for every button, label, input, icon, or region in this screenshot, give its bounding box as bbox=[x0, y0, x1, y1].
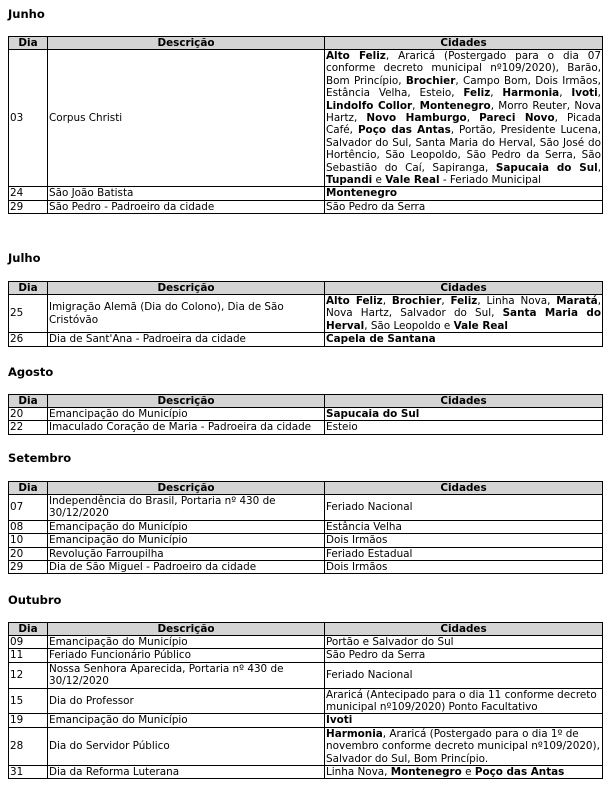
city-name-bold: Alto Feliz bbox=[326, 50, 386, 62]
column-header-day: Dia bbox=[9, 395, 48, 408]
table-row bbox=[9, 547, 603, 560]
column-header-description: Descrição bbox=[48, 282, 325, 295]
city-text: Dois Irmãos bbox=[326, 534, 388, 547]
cities-cell bbox=[325, 295, 603, 333]
city-name-bold: Poço das Antas bbox=[357, 124, 451, 137]
city-text: e bbox=[461, 766, 475, 779]
city-name-bold: Vale Real bbox=[385, 174, 440, 187]
city-text: , Picada Café, bbox=[326, 112, 602, 137]
city-text: , bbox=[597, 87, 601, 100]
city-text: São Pedro da Serra bbox=[326, 649, 426, 662]
description-cell: Nossa Senhora Aparecida, Portaria nº 430 de 30/12/2020 bbox=[48, 662, 325, 688]
table-row bbox=[9, 662, 603, 688]
day-cell: 20 bbox=[9, 547, 48, 560]
description-cell: Emancipação do Município bbox=[48, 408, 325, 421]
city-text: , bbox=[382, 295, 392, 307]
column-header-cities: Cidades bbox=[325, 282, 603, 295]
city-name-bold: Brochier bbox=[405, 74, 456, 87]
city-text: , São Leopoldo e bbox=[364, 319, 454, 332]
cities-cell bbox=[325, 688, 603, 714]
description-cell: Revolução Farroupilha bbox=[48, 547, 325, 560]
description-cell: São João Batista bbox=[48, 187, 325, 200]
holiday-table bbox=[8, 622, 603, 779]
column-header-day: Dia bbox=[9, 623, 48, 636]
city-name-bold: Tupandi bbox=[326, 174, 373, 187]
city-text: , bbox=[490, 87, 503, 100]
table-row bbox=[9, 50, 603, 187]
table-row bbox=[9, 187, 603, 200]
cities-cell bbox=[325, 200, 603, 213]
city-text: São Pedro da Serra bbox=[326, 200, 426, 213]
month-heading: Julho bbox=[8, 251, 41, 265]
column-header-description: Descrição bbox=[48, 482, 325, 495]
city-text: , bbox=[597, 161, 601, 174]
table-row bbox=[9, 295, 603, 333]
column-header-day: Dia bbox=[9, 37, 48, 50]
city-name-bold: Ivoti bbox=[571, 87, 598, 100]
city-name-bold: Sapucaia do Sul bbox=[495, 161, 598, 174]
description-cell: Emancipação do Município bbox=[48, 520, 325, 533]
holiday-table bbox=[8, 36, 603, 214]
city-text: , Araricá (Postergado para o dia 07 conforme decreto municipal nº109/2020), Barão, Bom Princípio, bbox=[326, 50, 601, 87]
table-row bbox=[9, 534, 603, 547]
city-name-bold: Poço das Antas bbox=[474, 766, 565, 779]
city-text: Portão e Salvador do Sul bbox=[326, 636, 454, 648]
day-cell: 03 bbox=[9, 50, 48, 187]
cities-cell bbox=[325, 421, 603, 434]
city-text: Esteio bbox=[326, 421, 358, 434]
city-text: , Linha Nova, bbox=[477, 295, 557, 307]
day-cell: 22 bbox=[9, 421, 48, 434]
city-name-bold: Maratá bbox=[556, 295, 598, 307]
description-cell: Corpus Christi bbox=[48, 50, 325, 187]
city-text: Araricá (Antecipado para o dia 11 conforme decreto municipal nº109/2020) Ponto Facultativo bbox=[326, 688, 597, 714]
table-row bbox=[9, 688, 603, 714]
city-text: Dois Irmãos bbox=[326, 561, 388, 574]
city-name-bold: Sapucaia do Sul bbox=[326, 408, 420, 420]
table-row bbox=[9, 333, 603, 346]
city-name-bold: Feliz bbox=[463, 87, 491, 100]
day-cell: 24 bbox=[9, 187, 48, 200]
city-text: Estância Velha bbox=[326, 520, 402, 533]
description-cell: Dia do Servidor Público bbox=[48, 727, 325, 765]
city-text: Linha Nova, bbox=[326, 766, 391, 779]
city-name-bold: Feliz bbox=[450, 295, 478, 307]
cities-cell bbox=[325, 408, 603, 421]
cities-cell bbox=[325, 520, 603, 533]
day-cell: 12 bbox=[9, 662, 48, 688]
day-cell: 25 bbox=[9, 295, 48, 333]
holiday-table bbox=[8, 394, 603, 435]
city-name-bold: Vale Real bbox=[453, 319, 508, 332]
city-text: , bbox=[559, 87, 572, 100]
description-cell: Emancipação do Município bbox=[48, 714, 325, 727]
description-cell: Dia de Sant'Ana - Padroeira da cidade bbox=[48, 333, 325, 346]
column-header-day: Dia bbox=[9, 282, 48, 295]
day-cell: 07 bbox=[9, 495, 48, 521]
column-header-description: Descrição bbox=[48, 37, 325, 50]
description-cell: Emancipação do Município bbox=[48, 534, 325, 547]
column-header-cities: Cidades bbox=[325, 395, 603, 408]
city-text: Feriado Estadual bbox=[326, 547, 413, 560]
city-name-bold: Alto Feliz bbox=[326, 295, 383, 307]
city-text: , Nova Hartz, Salvador do Sul, bbox=[326, 295, 601, 320]
table-row bbox=[9, 636, 603, 649]
table-row bbox=[9, 495, 603, 521]
description-cell: São Pedro - Padroeiro da cidade bbox=[48, 200, 325, 213]
city-text: , bbox=[466, 112, 480, 125]
table-row bbox=[9, 727, 603, 765]
cities-cell bbox=[325, 561, 603, 574]
cities-cell bbox=[325, 333, 603, 346]
city-name-bold: Ivoti bbox=[326, 714, 353, 727]
table-row bbox=[9, 649, 603, 662]
city-name-bold: Capela de Santana bbox=[326, 333, 436, 346]
day-cell: 29 bbox=[9, 200, 48, 213]
description-cell: Imaculado Coração de Maria - Padroeira da cidade bbox=[48, 421, 325, 434]
day-cell: 20 bbox=[9, 408, 48, 421]
city-name-bold: Harmonia bbox=[326, 727, 383, 740]
city-name-bold: Santa Maria do Herval bbox=[326, 307, 601, 332]
cities-cell bbox=[325, 649, 603, 662]
cities-cell bbox=[325, 766, 603, 779]
city-text: Feriado Nacional bbox=[326, 501, 413, 514]
city-name-bold: Montenegro bbox=[390, 766, 462, 779]
cities-cell bbox=[325, 50, 603, 187]
day-cell: 11 bbox=[9, 649, 48, 662]
table-row bbox=[9, 408, 603, 421]
column-header-cities: Cidades bbox=[325, 37, 603, 50]
city-text: - Feriado Municipal bbox=[439, 174, 541, 187]
description-cell: Dia de São Miguel - Padroeiro da cidade bbox=[48, 561, 325, 574]
day-cell: 08 bbox=[9, 520, 48, 533]
holiday-table bbox=[8, 281, 603, 347]
cities-cell bbox=[325, 495, 603, 521]
description-cell: Independência do Brasil, Portaria nº 430 de 30/12/2020 bbox=[48, 495, 325, 521]
city-text: , bbox=[441, 295, 451, 307]
table-row bbox=[9, 561, 603, 574]
holiday-table bbox=[8, 481, 603, 574]
day-cell: 31 bbox=[9, 766, 48, 779]
day-cell: 28 bbox=[9, 727, 48, 765]
description-cell: Dia da Reforma Luterana bbox=[48, 766, 325, 779]
city-name-bold: Pareci Novo bbox=[479, 112, 555, 125]
day-cell: 26 bbox=[9, 333, 48, 346]
cities-cell bbox=[325, 714, 603, 727]
cities-cell bbox=[325, 547, 603, 560]
city-text: , Campo Bom, Dois Irmãos, Estância Velha, Esteio, bbox=[326, 74, 601, 100]
day-cell: 19 bbox=[9, 714, 48, 727]
city-text: , Araricá (Postergado para o dia 1º de novembro conforme decreto municipal nº109/2020), Salvador do Sul, Bom Princípio. bbox=[326, 727, 600, 765]
description-cell: Dia do Professor bbox=[48, 688, 325, 714]
column-header-cities: Cidades bbox=[325, 623, 603, 636]
city-text: , bbox=[412, 99, 420, 112]
cities-cell bbox=[325, 187, 603, 200]
city-name-bold: Novo Hamburgo bbox=[366, 112, 467, 125]
city-text: Feriado Nacional bbox=[326, 669, 413, 682]
month-heading: Setembro bbox=[8, 451, 72, 465]
description-cell: Emancipação do Município bbox=[48, 636, 325, 649]
column-header-description: Descrição bbox=[48, 395, 325, 408]
day-cell: 09 bbox=[9, 636, 48, 649]
city-text: e bbox=[372, 174, 386, 187]
column-header-cities: Cidades bbox=[325, 482, 603, 495]
day-cell: 29 bbox=[9, 561, 48, 574]
day-cell: 10 bbox=[9, 534, 48, 547]
month-heading: Agosto bbox=[8, 365, 54, 379]
table-row bbox=[9, 520, 603, 533]
table-row bbox=[9, 421, 603, 434]
table-row bbox=[9, 200, 603, 213]
city-name-bold: Montenegro bbox=[326, 187, 398, 200]
cities-cell bbox=[325, 636, 603, 649]
cities-cell bbox=[325, 727, 603, 765]
column-header-description: Descrição bbox=[48, 623, 325, 636]
column-header-day: Dia bbox=[9, 482, 48, 495]
month-heading: Junho bbox=[8, 7, 45, 21]
month-heading: Outubro bbox=[8, 593, 62, 607]
city-text: , Morro Reuter, Nova Hartz, bbox=[326, 99, 601, 125]
day-cell: 15 bbox=[9, 688, 48, 714]
table-row bbox=[9, 766, 603, 779]
cities-cell bbox=[325, 662, 603, 688]
city-text: , Portão, Presidente Lucena, Salvador do Sul, Santa Maria do Herval, São José do Hortêncio, São Leopoldo, São Pedro da Serra, São Sebastião do Caí, Sapiranga, bbox=[326, 124, 601, 174]
description-cell: Imigração Alemã (Dia do Colono), Dia de São Cristóvão bbox=[48, 295, 325, 333]
cities-cell bbox=[325, 534, 603, 547]
table-row bbox=[9, 714, 603, 727]
city-name-bold: Brochier bbox=[391, 295, 442, 307]
city-name-bold: Lindolfo Collor bbox=[326, 99, 413, 112]
description-cell: Feriado Funcionário Público bbox=[48, 649, 325, 662]
city-name-bold: Montenegro bbox=[419, 99, 491, 112]
city-name-bold: Harmonia bbox=[502, 87, 560, 100]
